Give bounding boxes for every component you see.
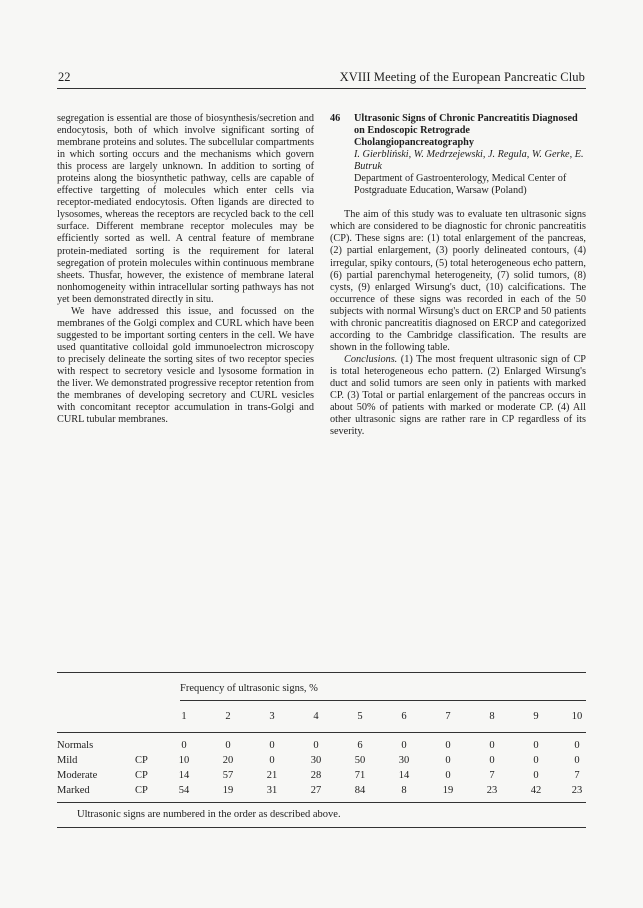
table-row [57, 770, 586, 784]
table-cell: 31 [266, 785, 278, 796]
table-cell: 0 [181, 740, 187, 751]
table-cell: 7 [574, 770, 580, 781]
table-cell: 0 [313, 740, 319, 751]
row-label: Normals [57, 740, 94, 751]
table-cell: 0 [489, 755, 495, 766]
table-cell: 30 [310, 755, 322, 766]
table-cell: 84 [354, 785, 366, 796]
abstract-conclusions [330, 354, 586, 438]
sign-number-row [57, 711, 586, 725]
table-cell: 54 [178, 785, 190, 796]
table-cell: 0 [574, 755, 580, 766]
row-label: Marked [57, 785, 90, 796]
table-row [57, 755, 586, 769]
sign-number: 10 [571, 711, 583, 722]
table-top-rule [57, 672, 586, 673]
table-cell: 28 [310, 770, 322, 781]
sign-number: 8 [489, 711, 495, 722]
left-column [57, 113, 314, 426]
table-cell: 21 [266, 770, 278, 781]
row-cp: CP [135, 785, 148, 796]
table-cell: 0 [489, 740, 495, 751]
table-cell: 19 [442, 785, 454, 796]
row-cp: CP [135, 770, 148, 781]
table-cell: 8 [401, 785, 407, 796]
row-cp: CP [135, 755, 148, 766]
table-bottom-rule [57, 802, 586, 803]
table-header-rule [57, 732, 586, 733]
table-footnote-rule [57, 827, 586, 828]
table-row [57, 785, 586, 799]
table-cell: 6 [357, 740, 363, 751]
table-cell: 0 [574, 740, 580, 751]
table-cell: 0 [445, 770, 451, 781]
table-cell: 0 [269, 755, 275, 766]
running-head: XVIII Meeting of the European Pancreatic Club [339, 70, 585, 84]
sign-number: 5 [357, 711, 363, 722]
table-cell: 42 [530, 785, 542, 796]
table-cell: 57 [222, 770, 234, 781]
abstract-title: Ultrasonic Signs of Chronic Pancreatitis Diagnosed on Endoscopic Retrograde Cholangiopancreatography [354, 113, 578, 149]
abstract-authors: I. Gierbliński, W. Medrzejewski, J. Regula, W. Gerke, E. Butruk [354, 149, 584, 173]
table-row [57, 740, 586, 754]
table-footnote: Ultrasonic signs are numbered in the order as described above. [77, 809, 341, 820]
table-cell: 0 [445, 755, 451, 766]
row-label: Moderate [57, 770, 98, 781]
abstract-number: 46 [330, 113, 341, 124]
spacer [330, 197, 586, 209]
table-cell: 0 [445, 740, 451, 751]
table-cell: 20 [222, 755, 234, 766]
table-cell: 0 [269, 740, 275, 751]
sign-number: 6 [401, 711, 407, 722]
page-number: 22 [58, 70, 71, 84]
table-cell: 23 [571, 785, 583, 796]
table-cell: 10 [178, 755, 190, 766]
table-title-rule [180, 700, 586, 701]
table-cell: 50 [354, 755, 366, 766]
table-cell: 27 [310, 785, 322, 796]
table-cell: 0 [533, 740, 539, 751]
table-cell: 0 [533, 770, 539, 781]
abstract-meta [354, 113, 586, 197]
table-cell: 23 [486, 785, 498, 796]
abstract-affiliation: Department of Gastroenterology, Medical Center of Postgraduate Education, Warsaw (Poland) [354, 173, 567, 197]
sign-number: 7 [445, 711, 451, 722]
table-cell: 14 [398, 770, 410, 781]
sign-number: 3 [269, 711, 275, 722]
sign-number: 1 [181, 711, 187, 722]
table-title: Frequency of ultrasonic signs, % [180, 683, 318, 694]
table-cell: 14 [178, 770, 190, 781]
abstract [330, 113, 586, 438]
abstract-body: The aim of this study was to evaluate ten ultrasonic signs which are considered to be diagnostic for chronic pancreatitis (CP). These signs are: (1) total enlargement of the pancreas, (2) partial enlargement, (3) poorly delineated contours, (4) irregular, spiky contours, (5) total heterogeneous echo pattern, (6) partial parenchymal heterogeneity, (7) solid tumors, (8) cysts, (9) enlarged Wirsung's duct, (10) calcifications. The occurrence of these signs was recorded in each of the 50 subjects with normal Wirsung's duct on ERCP and 50 patients with chronic pancreatitis diagnosed on ERCP and categorized according to the Cambridge classification. The results are shown in the following table. [330, 209, 586, 353]
table-cell: 0 [225, 740, 231, 751]
table-cell: 19 [222, 785, 234, 796]
table-cell: 0 [533, 755, 539, 766]
table-cell: 71 [354, 770, 366, 781]
conclusions-text: (1) The most frequent ultrasonic sign of CP is total heterogeneous echo pattern. (2) Enlarged Wirsung's duct and solid tumors are seen only in patients with marked CP. (3) Total or partial enlargement of the pancreas occurs in about 50% of patients with marked or moderate CP. (4) All other ultrasonic signs are rather rare in CP regardless of its severity. [330, 353, 586, 438]
sign-number: 9 [533, 711, 539, 722]
table-cell: 7 [489, 770, 495, 781]
left-paragraph-2: We have addressed this issue, and focussed on the membranes of the Golgi complex and CURL which have been suggested to be important sorting centers in the cell. We have used quantitative colloidal gold immunoelectron microscopy to precisely delineate the sorting sites of two receptor species with respect to secretory vesicle and lysosome formation in the liver. We demonstrated progressive receptor retention from the membranes of developing secretory and CURL vesicles with concomitant receptor accumulation in trans-Golgi and CURL tubular membranes. [57, 305, 314, 426]
table-cell: 0 [401, 740, 407, 751]
row-label: Mild [57, 755, 78, 766]
header-rule [57, 88, 586, 89]
table-cell: 30 [398, 755, 410, 766]
sign-number: 2 [225, 711, 231, 722]
abstract-header [330, 113, 586, 197]
conclusions-label: Conclusions. [344, 353, 398, 365]
sign-number: 4 [313, 711, 319, 722]
left-paragraph-1: segregation is essential are those of biosynthesis/secretion and endocytosis, both of which involve significant sorting of membrane proteins and solutes. The subcellular compartments in which sorting occurs and the mechanisms which govern this process are largely unknown. In addition to sorting of proteins along the biosynthetic pathway, cells are capable of effective targetting of molecules which enter cells via receptor-mediated endocytosis. Often ligands are directed to lysosomes, whereas the receptors are recycled back to the cell surface. Different membrane receptor molecules may be efficiently sorted as well. A central feature of membrane protein-mediated sorting is the requirement for lateral segregation of protein molecules within continuous membrane sheets. Thusfar, however, the existence of membrane lateral nonhomogeneity within intracellular sorting pathways has not yet been demonstrated directly in situ. [57, 113, 314, 305]
